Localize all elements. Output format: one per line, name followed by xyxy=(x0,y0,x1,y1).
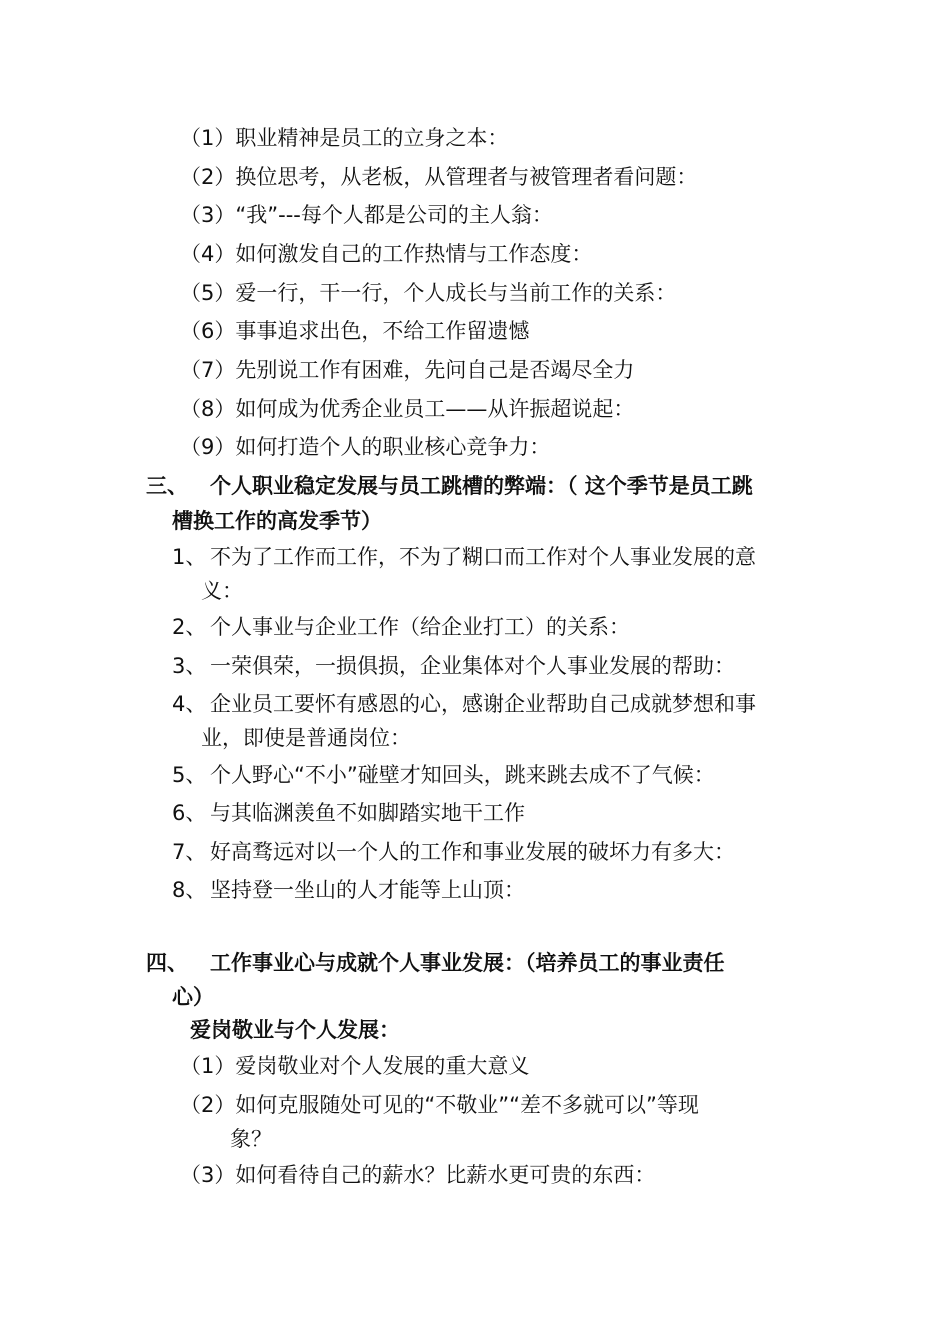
section-title: 工作事业心与成就个人事业发展：（培养员工的事业责任 xyxy=(210,951,725,975)
section-number: 三、 xyxy=(146,474,188,498)
item-text-continued: 业，即使是普通岗位： xyxy=(201,726,411,750)
numbered-item xyxy=(172,797,525,829)
item-number: 7、 xyxy=(172,840,207,864)
item-text: 一荣俱荣，一损俱损，企业集体对个人事业发展的帮助： xyxy=(210,654,735,678)
list-item: （9）如何打造个人的职业核心竞争力： xyxy=(180,435,551,459)
list-item: （8）如何成为优秀企业员工——从许振超说起： xyxy=(180,397,635,421)
numbered-item xyxy=(172,611,630,643)
item-number: 6、 xyxy=(172,801,207,825)
list-item: （1）职业精神是员工的立身之本： xyxy=(180,126,509,150)
item-number: 2、 xyxy=(172,615,207,639)
numbered-item xyxy=(172,650,735,682)
item-text: 坚持登一坐山的人才能等上山顶： xyxy=(210,878,525,902)
numbered-item xyxy=(172,874,525,906)
item-text: 个人事业与企业工作（给企业打工）的关系： xyxy=(210,615,630,639)
subheading: 爱岗敬业与个人发展： xyxy=(190,1018,400,1042)
item-number: 8、 xyxy=(172,878,207,902)
list-item: （6）事事追求出色，不给工作留遗憾 xyxy=(180,319,530,343)
item-text: 好高骛远对以一个人的工作和事业发展的破坏力有多大： xyxy=(210,840,735,864)
section-number: 四、 xyxy=(146,951,188,975)
list-item: （5）爱一行，干一行，个人成长与当前工作的关系： xyxy=(180,281,677,305)
list-item: （2）如何克服随处可见的“不敬业”“差不多就可以”等现 xyxy=(180,1093,699,1117)
list-item: （1）爱岗敬业对个人发展的重大意义 xyxy=(180,1054,530,1078)
list-item: （3）“我”---每个人都是公司的主人翁： xyxy=(180,203,553,227)
item-text: 企业员工要怀有感恩的心，感谢企业帮助自己成就梦想和事 xyxy=(210,692,756,716)
item-text: 与其临渊羡鱼不如脚踏实地干工作 xyxy=(210,801,525,825)
item-number: 1、 xyxy=(172,545,207,569)
section-title: 个人职业稳定发展与员工跳槽的弊端：（ 这个季节是员工跳 xyxy=(210,474,753,498)
numbered-item xyxy=(172,688,756,720)
section-title-continued: 心） xyxy=(172,985,214,1009)
list-item: （4）如何激发自己的工作热情与工作态度： xyxy=(180,242,593,266)
item-text-continued: 义： xyxy=(201,579,243,603)
section-title-continued: 槽换工作的高发季节） xyxy=(172,509,382,533)
numbered-item xyxy=(172,541,756,573)
list-item: （2）换位思考，从老板，从管理者与被管理者看问题： xyxy=(180,165,698,189)
item-number: 4、 xyxy=(172,692,207,716)
numbered-item xyxy=(172,836,735,868)
list-item: （7）先别说工作有困难，先问自己是否竭尽全力 xyxy=(180,358,635,382)
item-number: 3、 xyxy=(172,654,207,678)
numbered-item xyxy=(172,759,715,791)
item-number: 5、 xyxy=(172,763,207,787)
list-item: （3）如何看待自己的薪水？比薪水更可贵的东西： xyxy=(180,1163,656,1187)
list-item-continued: 象？ xyxy=(230,1127,272,1151)
item-text: 不为了工作而工作，不为了糊口而工作对个人事业发展的意 xyxy=(210,545,756,569)
item-text: 个人野心“不小”碰壁才知回头，跳来跳去成不了气候： xyxy=(210,763,715,787)
